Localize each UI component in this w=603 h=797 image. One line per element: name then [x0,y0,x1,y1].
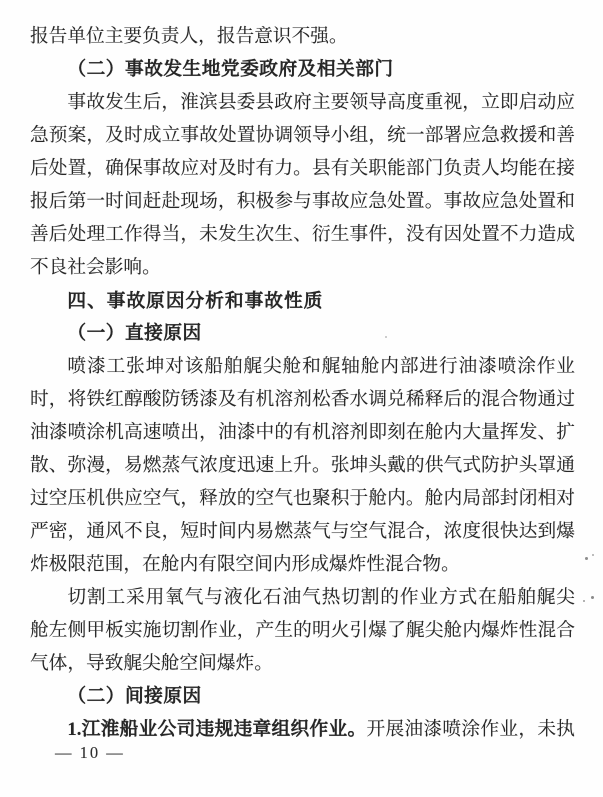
text-line: 油漆喷涂机高速喷出，油漆中的有机溶剂即刻在舱内大量挥发、扩 [30,422,575,443]
text-line: 急预案，及时成立事故处置协调领导小组，统一部署应急救援和善 [30,125,575,146]
text-line: 喷漆工张坤对该船舶艉尖舱和艉轴舱内部进行油漆喷涂作业 [67,356,575,377]
scan-artifact-dot [592,554,594,556]
scan-artifact-dot [385,336,387,338]
text-line: 切割工采用氧气与液化石油气热切割的作业方式在船舶艉尖 [67,587,575,608]
scan-artifact-dot [591,596,594,599]
text-line: 四、事故原因分析和事故性质 [67,290,324,311]
text-line: （一）直接原因 [67,323,202,344]
text-line: （二）间接原因 [67,686,202,707]
text-line: 散、弥漫，易燃蒸气浓度迅速上升。张坤头戴的供气式防护头罩通 [30,455,575,476]
scan-artifact-dot [585,557,588,560]
text-line: 后处置，确保事故应对及时有力。县有关职能部门负责人均能在接 [30,158,575,179]
bold-lead-text: 1.江淮船业公司违规违章组织作业。 [67,719,367,740]
text-line: 过空压机供应空气，释放的空气也聚积于舱内。舱内局部封闭相对 [30,488,575,509]
text-line: 1.江淮船业公司违规违章组织作业。开展油漆喷涂作业，未执 [67,719,575,740]
document-text [30,20,575,746]
text-line: 报告单位主要负责人，报告意识不强。 [30,26,348,47]
scan-artifact-dot [583,600,585,602]
text-line: 善后处理工作得当，未发生次生、衍生事件，没有因处置不力造成 [30,224,575,245]
text-line: 气体，导致艉尖舱空间爆炸。 [30,653,273,674]
text-line: 报后第一时间赶赴现场，积极参与事故应急处置。事故应急处置和 [30,191,575,212]
text-line: 严密，通风不良，短时间内易燃蒸气与空气混合，浓度很快达到爆 [30,521,575,542]
text-line: 不良社会影响。 [30,257,161,278]
page-number: — 10 — [55,743,125,762]
text-line: （二）事故发生地党委政府及相关部门 [67,59,394,80]
text-line: 事故发生后，淮滨县委县政府主要领导高度重视，立即启动应 [67,92,575,113]
text-line: 炸极限范围，在舱内有限空间内形成爆炸性混合物。 [30,554,460,575]
text-line: 舱左侧甲板实施切割作业，产生的明火引爆了艉尖舱内爆炸性混合 [30,620,575,641]
text-line: 时，将铁红醇酸防锈漆及有机溶剂松香水调兑稀释后的混合物通过 [30,389,575,410]
